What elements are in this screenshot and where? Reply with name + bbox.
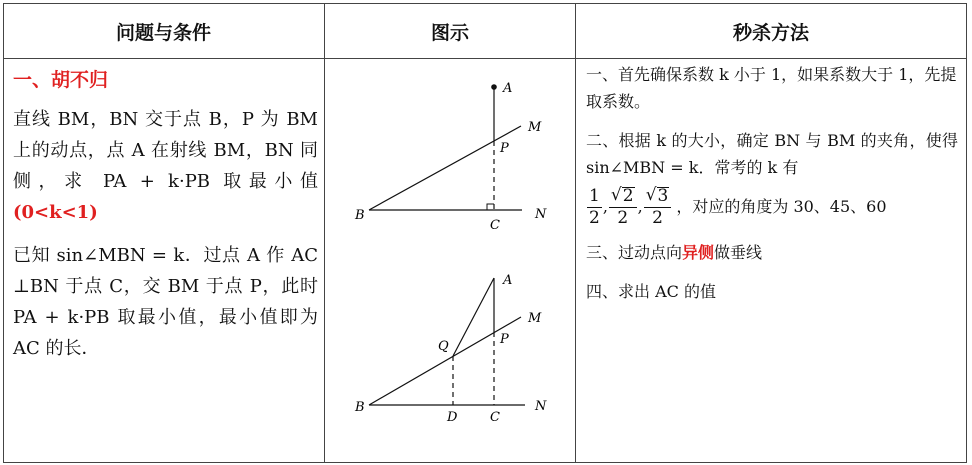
fraction-one-half: $\frac{1}{2}$ — [589, 185, 600, 228]
label-M: M — [528, 120, 542, 135]
label-C: C — [490, 218, 500, 233]
label-M: M — [528, 311, 542, 326]
label-Q: Q — [438, 339, 449, 354]
header-figure: 图示 — [430, 21, 469, 44]
label-C: C — [490, 410, 500, 425]
label-P: P — [500, 141, 509, 156]
label-P: P — [500, 332, 509, 347]
common-k-values: $\frac{1}{2}$ , √ 2 2 , √ 3 2 ，对应的角度为 30、45、60 — [589, 185, 887, 228]
fraction-sqrt3-over-2: √ 3 2 — [644, 187, 672, 227]
label-N: N — [535, 399, 547, 414]
point-A — [491, 84, 497, 90]
fraction-sqrt2-over-2: √ 2 2 — [609, 187, 637, 227]
opposite-side-highlight: 异侧 — [682, 243, 715, 262]
method-table — [3, 3, 967, 463]
table-bottom-border — [3, 462, 967, 463]
table-right-border — [966, 3, 967, 463]
header-problem: 问题与条件 — [115, 21, 211, 44]
k-range: (0<k<1) — [13, 202, 98, 223]
right-angle-mark — [487, 204, 494, 210]
problem-column — [13, 63, 318, 364]
solution-statement: 已知 sin∠MBN = k．过点 A 作 AC ⊥BN 于点 C，交 BM 于点 P，此时 PA + k·PB 取最小值，最小值即为 AC 的长． — [13, 245, 318, 359]
method-column — [586, 61, 958, 317]
problem-statement — [13, 104, 318, 228]
label-A: A — [503, 273, 513, 288]
label-D: D — [447, 410, 458, 425]
line-BM — [369, 126, 521, 210]
figure-2 — [354, 273, 547, 425]
label-A: A — [503, 81, 513, 96]
figure-1 — [354, 81, 547, 233]
table-left-border — [3, 3, 4, 463]
label-N: N — [535, 207, 547, 222]
step-2: 二、根据 k 的大小，确定 BN 与 BM 的夹角，使得 sin∠MBN = k．常考的 k 有 — [586, 131, 958, 177]
angle-values: ，对应的角度为 30、45、60 — [676, 197, 887, 216]
header-method: 秒杀方法 — [732, 21, 809, 44]
step-1: 一、首先确保系数 k 小于 1，如果系数大于 1，先提取系数。 — [586, 65, 957, 111]
col-divider-2 — [575, 3, 576, 463]
problem-text: 直线 BM，BN 交于点 B，P 为 BM 上的动点，点 A 在射线 BM，BN 同侧，求 PA + k·PB 取最小值 — [13, 109, 318, 192]
step-4: 四、求出 AC 的值 — [586, 282, 716, 301]
label-B: B — [355, 208, 365, 223]
section-title: 一、胡不归 — [13, 69, 109, 91]
line-BM — [369, 317, 521, 405]
label-B: B — [355, 400, 365, 415]
step-3: 三、过动点向异侧做垂线 — [586, 243, 763, 262]
geometry-figures — [325, 59, 575, 462]
